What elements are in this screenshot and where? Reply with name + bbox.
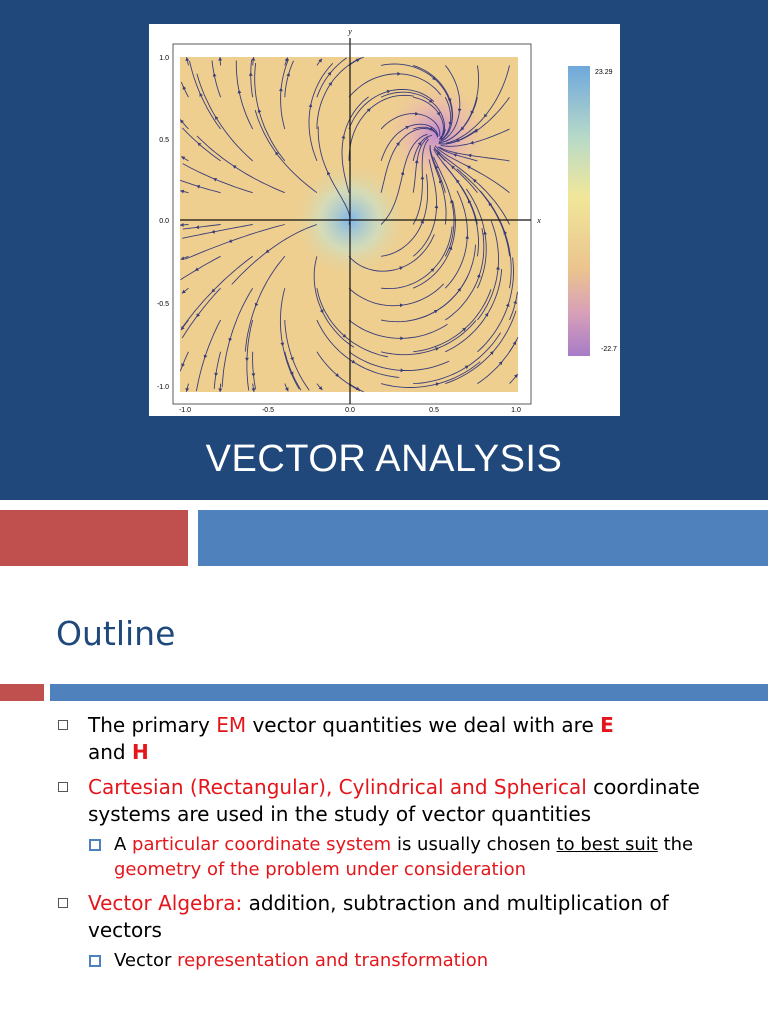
red-divider [0,684,44,701]
y-tick-1.0: 1.0 [159,55,169,62]
text: is usually chosen [391,834,557,855]
y-tick-0.5: 0.5 [159,137,169,144]
highlight: particular coordinate system [132,834,392,855]
x-axis-label: x [537,216,541,225]
highlight: Cartesian (Rectangular), Cylindrical and Spherical [88,775,587,799]
bullet-coordinate-systems [58,774,738,828]
blue-accent-bar [198,510,768,566]
x-tick-0.5: 0.5 [429,407,439,414]
outline-heading: Outline [56,614,176,653]
text: coordinate systems are used in the study of vector quantities [88,775,700,826]
text: Vector [114,950,178,971]
stream-plot [149,24,620,416]
colorbar [568,66,590,356]
x-tick-1.0: 1.0 [511,407,521,414]
y-axis-label: y [348,27,352,36]
y-tick-0.0: 0.0 [159,218,169,225]
highlight: H [131,740,149,764]
blue-divider [50,684,768,701]
highlight: EM [216,713,247,737]
underlined-text: to best suit [556,834,658,855]
colorbar-max-label: 23.29 [595,69,613,76]
y-tick-neg0.5: -0.5 [156,301,169,308]
x-tick-0.0: 0.0 [345,407,355,414]
square-subbullet-icon [89,955,101,967]
x-tick-neg1.0: -1.0 [178,407,192,414]
highlight: E [600,713,614,737]
stream-plot-svg [149,24,620,416]
text: A [114,834,133,855]
text: The primary [88,713,217,737]
text: and [88,740,132,764]
highlight: Vector Algebra: [88,891,243,915]
highlight: geometry of the problem under consideration [114,859,527,880]
text: vector quantities we deal with are [246,713,601,737]
title-slide [0,0,768,500]
colorbar-min-label: -22.7 [601,346,617,353]
square-bullet-icon [58,782,68,792]
subbullet-vector-representation [58,948,738,973]
square-bullet-icon [58,898,68,908]
y-tick-neg1.0: -1.0 [156,384,169,391]
x-tick-neg0.5: -0.5 [261,407,275,414]
square-subbullet-icon [89,839,101,851]
bullet-vector-algebra [58,890,738,944]
text: addition, subtraction and multiplication of vectors [88,891,669,942]
highlight: representation and transformation [177,950,489,971]
subbullet-coordinate-choice [58,832,738,882]
bullet-em-quantities [58,712,738,766]
slide-title: VECTOR ANALYSIS [205,438,563,480]
text: the [657,834,694,855]
bullet-list [58,712,738,981]
square-bullet-icon [58,720,68,730]
red-accent-bar [0,510,188,566]
